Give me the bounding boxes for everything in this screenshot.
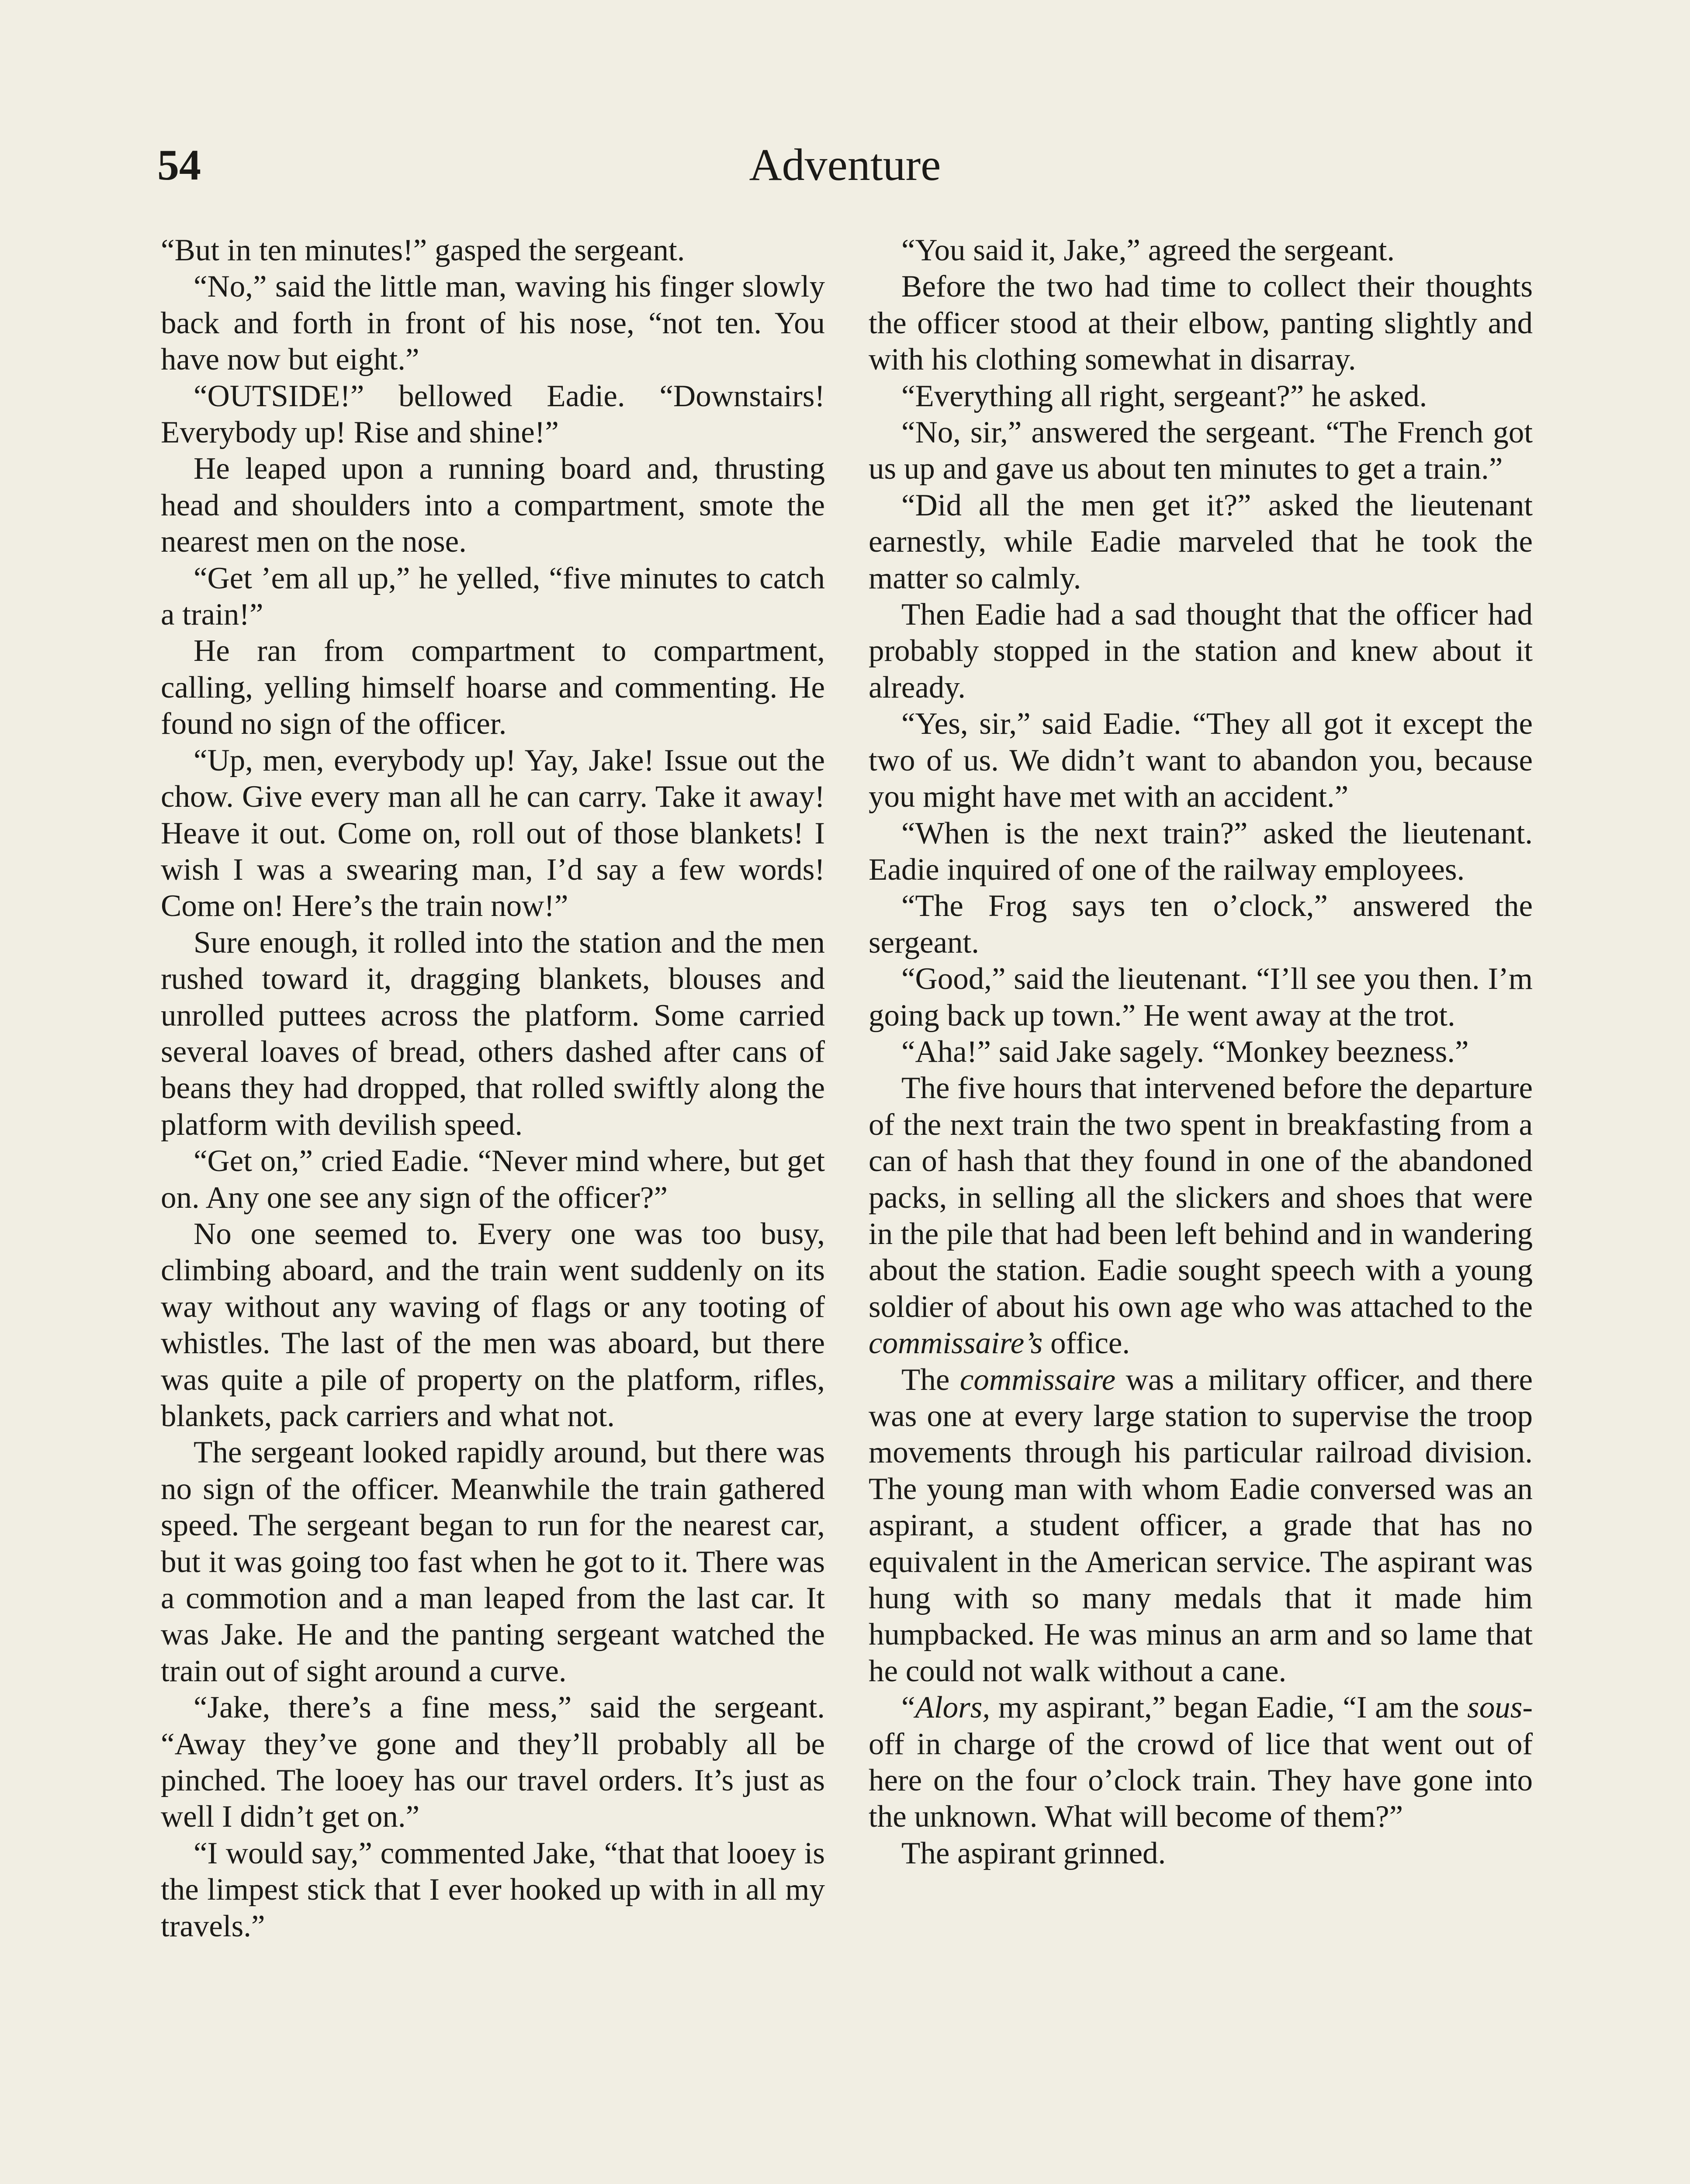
text-run: office. xyxy=(1042,1326,1130,1361)
paragraph: “When is the next train?” asked the lieutenant. Eadie inquired of one of the railway employees. xyxy=(869,816,1533,887)
running-title: Adventure xyxy=(749,140,941,190)
right-column xyxy=(869,232,1533,1872)
paragraph: “Everything all right, sergeant?” he asked. xyxy=(901,379,1427,413)
paragraph: Sure enough, it rolled into the station and the men rushed toward it, dragging blankets, blouses and unrolled puttees across the platform. Some carried several loaves of bread, others dashed after cans of beans they had dropped, that rolled swiftly along the platform with devilish speed. xyxy=(161,925,825,1142)
text-run: The five hours that intervened before the departure of the next train the two spent in breakfasting from a can of hash that they found in one of the abandoned packs, in selling all the slickers and shoes that were in the pile that had been left behind and in wandering about the station. Eadie sought speech with a young soldier of about his own age who was attached to the xyxy=(869,1071,1533,1324)
paragraph: “Yes, sir,” said Eadie. “They all got it except the two of us. We didn’t want to abandon you, because you might have met with an accident.” xyxy=(869,707,1533,814)
paragraph: “No, sir,” answered the sergeant. “The French got us up and gave us about ten minutes to get a train.” xyxy=(869,415,1533,486)
paragraph: “Up, men, everybody up! Yay, Jake! Issue out the chow. Give every man all he can carry. Take it away! Heave it out. Come on, roll out of those blankets! I wish I was a swearing man, I’d say a few words! Come on! Here’s the train now!” xyxy=(161,743,825,923)
italic-term: commissaire xyxy=(959,1362,1116,1397)
text-run: -off in charge of the crowd of lice that went out of here on the four o’clock train. They have gone into the unknown. What will become of them?” xyxy=(869,1690,1533,1834)
paragraph: Then Eadie had a sad thought that the officer had probably stopped in the station and knew about it already. xyxy=(869,598,1533,705)
paragraph: “Jake, there’s a fine mess,” said the sergeant. “Away they’ve gone and they’ll probably all be pinched. The looey has our travel orders. It’s just as well I didn’t get on.” xyxy=(161,1690,825,1834)
paragraph xyxy=(869,1362,1533,1690)
text-run: my aspirant,” began Eadie, “I am the xyxy=(990,1690,1468,1725)
paragraph: He ran from compartment to compartment, calling, yelling himself hoarse and commenting. He found no sign of the officer. xyxy=(161,634,825,741)
paragraph xyxy=(869,1070,1533,1362)
paragraph: “The Frog says ten o’clock,” answered the sergeant. xyxy=(869,889,1533,960)
paragraph: Before the two had time to collect their thoughts the officer stood at their elbow, panting slightly and with his clothing somewhat in disarray. xyxy=(869,270,1533,377)
paragraph: “Good,” said the lieutenant. “I’ll see you then. I’m going back up town.” He went away at the trot. xyxy=(869,962,1533,1033)
paragraph: “Get ’em all up,” he yelled, “five minutes to catch a train!” xyxy=(161,561,825,632)
paragraph: “No,” said the little man, waving his finger slowly back and forth in front of his nose, “not ten. You have now but eight.” xyxy=(161,270,825,377)
paragraph: No one seemed to. Every one was too busy, climbing aboard, and the train went suddenly on its way without any waving of flags or any tooting of whistles. The last of the men was aboard, but there was quite a pile of property on the platform, rifles, blankets, pack carriers and what not. xyxy=(161,1216,825,1433)
paragraph: “OUTSIDE!” bellowed Eadie. “Downstairs! Everybody up! Rise and shine!” xyxy=(161,379,825,450)
paragraph: “Get on,” cried Eadie. “Never mind where, but get on. Any one see any sign of the officer?” xyxy=(161,1144,825,1215)
italic-term: sous xyxy=(1467,1690,1523,1725)
page-number: 54 xyxy=(157,141,201,189)
left-column xyxy=(161,232,825,1945)
text-run: “ xyxy=(901,1690,915,1725)
text-run: was a military officer, and there was one at every large station to supervise the troop movements through his particular railroad division. The young man with whom Eadie conversed was an aspirant, a student officer, a grade that has no equivalent in the American service. The aspirant was hung with so many medals that it made him humpbacked. He was minus an arm and so lame that he could not walk without a cane. xyxy=(869,1362,1533,1688)
paragraph: “I would say,” commented Jake, “that that looey is the limpest stick that I ever hooked up with in all my travels.” xyxy=(161,1836,825,1943)
text-run: The xyxy=(901,1362,960,1397)
paragraph: “Aha!” said Jake sagely. “Monkey beezness.” xyxy=(901,1034,1469,1069)
paragraph: “But in ten minutes!” gasped the sergeant. xyxy=(161,233,685,267)
paragraph: He leaped upon a running board and, thrusting head and shoulders into a compartment, smote the nearest men on the nose. xyxy=(161,452,825,559)
paragraph xyxy=(869,1690,1533,1835)
italic-term: Alors, xyxy=(915,1690,990,1725)
italic-term: commissaire’s xyxy=(869,1326,1043,1361)
paragraph: The sergeant looked rapidly around, but there was no sign of the officer. Meanwhile the train gathered speed. The sergeant began to run for the nearest car, but it was going too fast when he got to it. There was a commotion and a man leaped from the last car. It was Jake. He and the panting sergeant watched the train out of sight around a curve. xyxy=(161,1435,825,1688)
paragraph: “You said it, Jake,” agreed the sergeant. xyxy=(901,233,1395,267)
paragraph: The aspirant grinned. xyxy=(901,1836,1166,1870)
paragraph: “Did all the men get it?” asked the lieutenant earnestly, while Eadie marveled that he took the matter so calmly. xyxy=(869,488,1533,595)
